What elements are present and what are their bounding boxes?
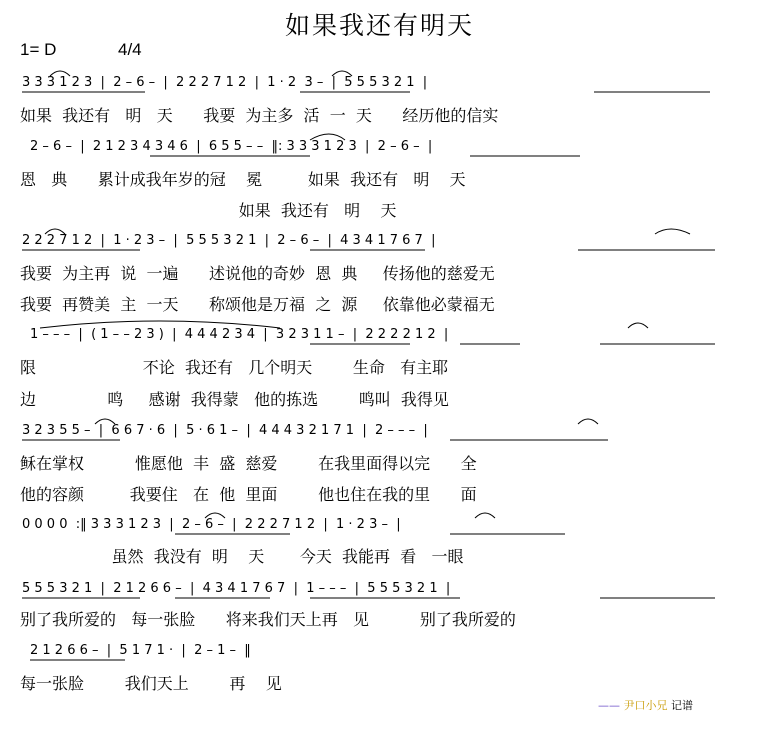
transcriber-credit xyxy=(598,697,693,713)
lyric-text: 我要 为主再 说 一遍 述说他的奇妙 恩 典 传扬他的慈爱无 xyxy=(20,264,495,283)
key-signature: 1= D xyxy=(20,40,57,59)
lyric-row xyxy=(0,547,759,571)
notation-text: 3 2 3 5 5 – | 6 6 7 · 6 | 5 · 6 1 – | 4 4 4 3 2 1 7 1 | 2 – – – | xyxy=(22,423,428,438)
credit-name: 尹口小兄 xyxy=(623,699,668,712)
lyric-text: 如果 我还有 明 天 我要 为主多 活 一 天 经历他的信实 xyxy=(20,106,499,125)
lyric-row xyxy=(0,610,759,634)
credit-suffix: 记谱 xyxy=(671,699,693,712)
notation-text: 2 2 2 7 1 2 | 1 · 2 3 – | 5 5 5 3 2 1 | 2 – 6 – | 4 3 4 1 7 6 7 | xyxy=(22,233,436,248)
notation-row xyxy=(0,518,759,546)
notation-text: 2 1 2 6 6 – | 5 1 7 1 · | 2 – 1 – ‖ xyxy=(30,643,251,658)
lyric-text: 他的容颜 我要住 在 他 里面 他也住在我的里 面 xyxy=(20,485,477,504)
lyric-row xyxy=(0,485,759,509)
notation-row xyxy=(0,140,759,168)
lyric-text: 虽然 我没有 明 天 今天 我能再 看 一眼 xyxy=(20,547,464,566)
lyric-text: 恩 典 累计成我年岁的冠 冕 如果 我还有 明 天 xyxy=(20,170,466,189)
notation-row xyxy=(0,234,759,262)
lyric-text: 边 鸣 感谢 我得蒙 他的拣选 鸣叫 我得见 xyxy=(20,390,449,409)
lyric-row xyxy=(0,264,759,288)
lyric-row xyxy=(0,390,759,414)
lyric-text: 限 不论 我还有 几个明天 生命 有主耶 xyxy=(20,358,449,377)
lyric-text: 每一张脸 我们天上 再 见 xyxy=(20,674,282,693)
credit-dash: —— xyxy=(598,699,620,712)
lyric-row xyxy=(0,295,759,319)
lyric-row xyxy=(0,170,759,194)
notation-text: 2 – 6 – | 2 1 2 3 4 3 4 6 | 6 5 5 – – ‖: 3 3 3 1 2 3 | 2 – 6 – | xyxy=(30,139,433,154)
time-signature: 4/4 xyxy=(118,40,142,59)
song-title: 如果我还有明天 xyxy=(284,11,474,40)
notation-text: 5 5 5 3 2 1 | 2 1 2 6 6 – | 4 3 4 1 7 6 7 | 1 – – – | 5 5 5 3 2 1 | xyxy=(22,581,451,596)
notation-row xyxy=(0,424,759,452)
lyric-row xyxy=(0,201,759,225)
notation-text: 0 0 0 0 :‖ 3 3 3 1 2 3 | 2 – 6 – | 2 2 2 7 1 2 | 1 · 2 3 – | xyxy=(22,517,401,532)
lyric-text: 别了我所爱的 每一张脸 将来我们天上再 见 别了我所爱的 xyxy=(20,610,516,629)
notation-row xyxy=(0,644,759,672)
notation-text: 1 – – – | ( 1 – – 2 3 ) | 4 4 4 2 3 4 | 3 2 3 1 1 – | 2 2 2 2 1 2 | xyxy=(30,327,449,342)
lyric-text: 如果 我还有 明 天 xyxy=(20,201,397,220)
lyric-row xyxy=(0,358,759,382)
notation-text: 3 3 3 1 2 3 | 2 – 6 – | 2 2 2 7 1 2 | 1 · 2 3 – | 5 5 5 3 2 1 | xyxy=(22,75,428,90)
lyric-row xyxy=(0,674,759,698)
notation-row xyxy=(0,76,759,104)
lyric-text: 稣在掌权 惟愿他 丰 盛 慈爱 在我里面得以完 全 xyxy=(20,454,477,473)
notation-row xyxy=(0,582,759,610)
notation-row xyxy=(0,328,759,356)
lyric-text: 我要 再赞美 主 一天 称颂他是万福 之 源 依靠他必蒙福无 xyxy=(20,295,495,314)
lyric-row xyxy=(0,454,759,478)
lyric-row xyxy=(0,106,759,130)
